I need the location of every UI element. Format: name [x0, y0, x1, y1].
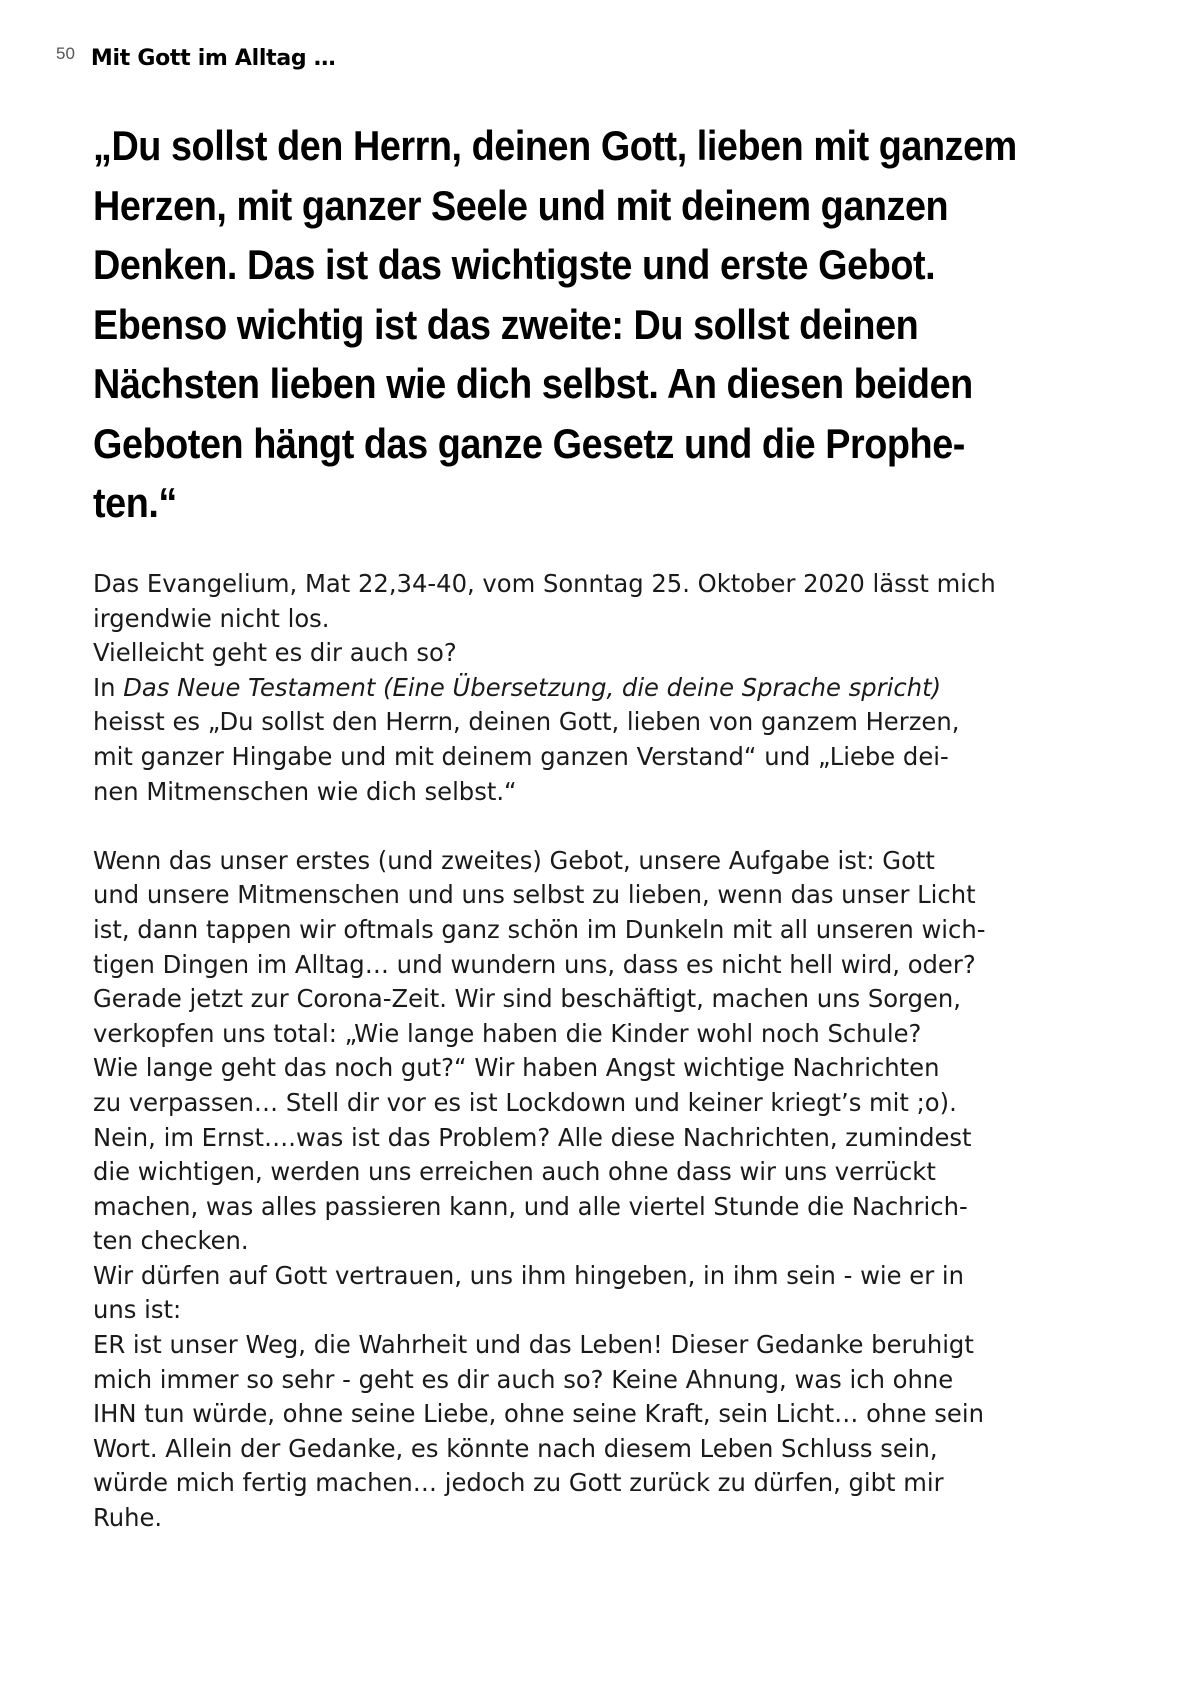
body-line: Wir dürfen auf Gott vertrauen, uns ihm hingeben, in ihm sein - wie er in — [93, 1260, 964, 1290]
body-line: verkopfen uns total: „Wie lange haben die Kinder wohl noch Schule? — [93, 1018, 922, 1048]
quote-line: Geboten hängt das ganze Gesetz und die Prophe- — [93, 419, 965, 467]
quote-line: „Du sollst den Herrn, deinen Gott, lieben mit ganzem — [93, 122, 1017, 169]
body-line: Vielleicht geht es dir auch so? — [93, 638, 457, 668]
page-number: 50 — [56, 44, 75, 63]
body-line: und unsere Mitmenschen und uns selbst zu lieben, wenn das unser Licht — [93, 880, 976, 910]
body-line: Das Evangelium, Mat 22,34-40, vom Sonntag 25. Oktober 2020 lässt mich — [93, 569, 996, 598]
body-line: ten checken. — [93, 1226, 249, 1256]
body-line-prefix: In — [93, 672, 124, 702]
body-line: IHN tun würde, ohne seine Liebe, ohne seine Kraft, sein Licht… ohne sein — [93, 1399, 984, 1429]
body-text — [93, 567, 1133, 1536]
body-line: ER ist unser Weg, die Wahrheit und das Leben! Dieser Gedanke beruhigt — [93, 1330, 974, 1360]
body-line: Gerade jetzt zur Corona-Zeit. Wir sind beschäftigt, machen uns Sorgen, — [93, 984, 961, 1014]
quote-line: Ebenso wichtig ist das zweite: Du sollst deinen — [93, 300, 919, 348]
paragraph-spacer — [93, 809, 1102, 844]
body-line: Ruhe. — [93, 1503, 163, 1533]
page-header — [56, 46, 335, 71]
quote-line: Herzen, mit ganzer Seele und mit deinem ganzen — [93, 181, 949, 229]
bible-quote — [93, 116, 1133, 533]
body-line: irgendwie nicht los. — [93, 603, 330, 633]
body-line: Wie lange geht das noch gut?“ Wir haben Angst wichtige Nachrichten — [93, 1053, 940, 1083]
body-line: machen, was alles passieren kann, und alle viertel Stunde die Nachrich- — [93, 1191, 968, 1221]
quote-line: ten.“ — [93, 479, 177, 526]
body-line: zu verpassen… Stell dir vor es ist Lockdown und keiner kriegt’s mit ;o). — [93, 1087, 957, 1117]
quote-line: Nächsten lieben wie dich selbst. An diesen beiden — [93, 360, 973, 407]
body-line: ist, dann tappen wir oftmals ganz schön im Dunkeln mit all unseren wich- — [93, 914, 986, 944]
running-title: Mit Gott im Alltag … — [90, 46, 336, 71]
body-line: Wenn das unser erstes (und zweites) Gebot, unsere Aufgabe ist: Gott — [93, 845, 935, 875]
body-line: tigen Dingen im Alltag… und wundern uns, dass es nicht hell wird, oder? — [93, 949, 976, 979]
body-line: uns ist: — [93, 1295, 182, 1325]
body-line: heisst es „Du sollst den Herrn, deinen Gott, lieben von ganzem Herzen, — [93, 707, 960, 737]
body-line: die wichtigen, werden uns erreichen auch ohne dass wir uns verrückt — [93, 1157, 936, 1187]
body-line: nen Mitmenschen wie dich selbst.“ — [93, 776, 517, 806]
body-line-book-reference — [93, 671, 1102, 706]
body-line: mit ganzer Hingabe und mit deinem ganzen Verstand“ und „Liebe dei- — [93, 741, 949, 771]
body-line: würde mich fertig machen… jedoch zu Gott zurück zu dürfen, gibt mir — [93, 1468, 944, 1498]
body-line: Wort. Allein der Gedanke, es könnte nach diesem Leben Schluss sein, — [93, 1433, 938, 1463]
book-title: Das Neue Testament (Eine Übersetzung, die deine Sprache spricht) — [123, 672, 942, 702]
body-line: mich immer so sehr - geht es dir auch so? Keine Ahnung, was ich ohne — [93, 1364, 954, 1394]
quote-line: Denken. Das ist das wichtigste und erste Gebot. — [93, 241, 936, 288]
body-line: Nein, im Ernst….was ist das Problem? Alle diese Nachrichten, zumindest — [93, 1122, 972, 1152]
